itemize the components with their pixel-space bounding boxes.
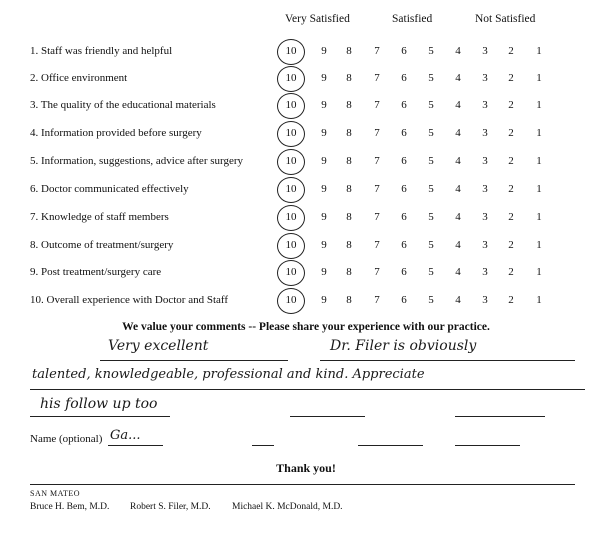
comment-line xyxy=(455,445,520,446)
scale-very-satisfied-label: Very Satisfied xyxy=(285,13,350,25)
selected-rating-circle xyxy=(277,205,305,231)
comments-heading: We value your comments -- Please share your experience with our practice. xyxy=(122,321,490,333)
rating-option[interactable]: 6 xyxy=(401,239,407,251)
handwritten-comment-line2: talented, knowledgeable, professional and kind. Appreciate xyxy=(32,367,425,382)
handwritten-comment-line1a: Very excellent xyxy=(108,338,209,354)
selected-rating-circle xyxy=(277,39,305,65)
comment-line xyxy=(30,416,170,417)
rating-option[interactable]: 5 xyxy=(428,266,434,278)
rating-option[interactable]: 3 xyxy=(482,183,488,195)
rating-option[interactable]: 9 xyxy=(321,155,327,167)
rating-option[interactable]: 6 xyxy=(401,99,407,111)
rating-option[interactable]: 2 xyxy=(508,99,514,111)
rating-option[interactable]: 2 xyxy=(508,183,514,195)
rating-option[interactable]: 6 xyxy=(401,155,407,167)
rating-option[interactable]: 2 xyxy=(508,45,514,57)
rating-option[interactable]: 4 xyxy=(455,211,461,223)
rating-option[interactable]: 6 xyxy=(401,45,407,57)
selected-rating-circle xyxy=(277,233,305,259)
rating-scale xyxy=(282,239,552,255)
rating-option[interactable]: 9 xyxy=(321,127,327,139)
comment-line xyxy=(455,416,545,417)
question-label: 3. The quality of the educational materials xyxy=(30,99,216,111)
rating-option[interactable]: 10 xyxy=(285,72,297,84)
practice-location: SAN MATEO xyxy=(30,489,81,498)
rating-option[interactable]: 10 xyxy=(285,99,297,111)
rating-option[interactable]: 8 xyxy=(346,211,352,223)
rating-option[interactable]: 2 xyxy=(508,211,514,223)
rating-option[interactable]: 10 xyxy=(285,183,297,195)
rating-option[interactable]: 6 xyxy=(401,294,407,306)
rating-option[interactable]: 8 xyxy=(346,127,352,139)
rating-option[interactable]: 6 xyxy=(401,266,407,278)
question-label: 9. Post treatment/surgery care xyxy=(30,266,162,278)
thank-you-text: Thank you! xyxy=(276,461,336,475)
rating-option[interactable]: 5 xyxy=(428,45,434,57)
rating-scale xyxy=(282,294,552,310)
rating-option[interactable]: 8 xyxy=(346,294,352,306)
rating-option[interactable]: 9 xyxy=(321,211,327,223)
question-label: 6. Doctor communicated effectively xyxy=(30,183,189,195)
rating-option[interactable]: 8 xyxy=(346,45,352,57)
rating-option[interactable]: 8 xyxy=(346,155,352,167)
rating-option[interactable]: 5 xyxy=(428,183,434,195)
rating-option[interactable]: 7 xyxy=(374,183,380,195)
handwritten-comment-line3: his follow up too xyxy=(40,396,158,412)
rating-option[interactable]: 4 xyxy=(455,183,461,195)
rating-option[interactable]: 1 xyxy=(536,155,542,167)
rating-option[interactable]: 7 xyxy=(374,211,380,223)
rating-option[interactable]: 4 xyxy=(455,266,461,278)
rating-option[interactable]: 1 xyxy=(536,266,542,278)
doctor-name-3: Michael K. McDonald, M.D. xyxy=(232,502,343,512)
rating-option[interactable]: 9 xyxy=(321,239,327,251)
rating-option[interactable]: 1 xyxy=(536,239,542,251)
comment-line xyxy=(30,389,585,390)
rating-option[interactable]: 8 xyxy=(346,72,352,84)
question-label: 2. Office environment xyxy=(30,72,128,84)
rating-option[interactable]: 1 xyxy=(536,211,542,223)
rating-option[interactable]: 9 xyxy=(321,183,327,195)
comment-line xyxy=(252,445,274,446)
question-label: 7. Knowledge of staff members xyxy=(30,211,169,223)
rating-option[interactable]: 10 xyxy=(285,239,297,251)
rating-option[interactable]: 1 xyxy=(536,127,542,139)
rating-option[interactable]: 3 xyxy=(482,239,488,251)
handwritten-comment-line1b: Dr. Filer is obviously xyxy=(330,338,477,354)
rating-option[interactable]: 2 xyxy=(508,127,514,139)
rating-option[interactable]: 8 xyxy=(346,239,352,251)
rating-option[interactable]: 10 xyxy=(285,266,297,278)
rating-option[interactable]: 7 xyxy=(374,239,380,251)
comment-line xyxy=(320,360,575,361)
scale-satisfied-label: Satisfied xyxy=(392,13,433,25)
rating-option[interactable]: 7 xyxy=(374,45,380,57)
rating-option[interactable]: 4 xyxy=(455,45,461,57)
rating-option[interactable]: 3 xyxy=(482,127,488,139)
rating-option[interactable]: 7 xyxy=(374,294,380,306)
rating-option[interactable]: 4 xyxy=(455,99,461,111)
selected-rating-circle xyxy=(277,93,305,119)
rating-option[interactable]: 9 xyxy=(321,294,327,306)
rating-option[interactable]: 8 xyxy=(346,266,352,278)
rating-option[interactable]: 4 xyxy=(455,72,461,84)
rating-option[interactable]: 7 xyxy=(374,99,380,111)
name-value: Ga... xyxy=(110,428,141,443)
rating-option[interactable]: 2 xyxy=(508,294,514,306)
rating-option[interactable]: 10 xyxy=(285,45,297,57)
rating-option[interactable]: 7 xyxy=(374,72,380,84)
rating-option[interactable]: 7 xyxy=(374,127,380,139)
rating-option[interactable]: 10 xyxy=(285,127,297,139)
rating-option[interactable]: 9 xyxy=(321,266,327,278)
rating-option[interactable]: 9 xyxy=(321,45,327,57)
rating-option[interactable]: 5 xyxy=(428,127,434,139)
rating-option[interactable]: 5 xyxy=(428,155,434,167)
rating-scale xyxy=(282,183,552,199)
rating-option[interactable]: 6 xyxy=(401,127,407,139)
name-label: Name (optional) xyxy=(30,433,103,445)
comment-line xyxy=(100,360,288,361)
rating-option[interactable]: 1 xyxy=(536,45,542,57)
question-label: 1. Staff was friendly and helpful xyxy=(30,45,173,57)
selected-rating-circle xyxy=(277,149,305,175)
rating-option[interactable]: 6 xyxy=(401,183,407,195)
question-label: 4. Information provided before surgery xyxy=(30,127,202,139)
rating-option[interactable]: 4 xyxy=(455,239,461,251)
rating-scale xyxy=(282,127,552,143)
rating-scale xyxy=(282,155,552,171)
rating-option[interactable]: 8 xyxy=(346,99,352,111)
rating-option[interactable]: 1 xyxy=(536,294,542,306)
rating-scale xyxy=(282,72,552,88)
rating-option[interactable]: 10 xyxy=(285,211,297,223)
rating-option[interactable]: 5 xyxy=(428,99,434,111)
selected-rating-circle xyxy=(277,288,305,314)
rating-option[interactable]: 10 xyxy=(285,155,297,167)
rating-scale xyxy=(282,45,552,61)
rating-option[interactable]: 2 xyxy=(508,155,514,167)
rating-option[interactable]: 1 xyxy=(536,99,542,111)
rating-option[interactable]: 9 xyxy=(321,99,327,111)
comment-line xyxy=(358,445,423,446)
rating-option[interactable]: 3 xyxy=(482,266,488,278)
doctor-name-2: Robert S. Filer, M.D. xyxy=(130,502,211,512)
rating-option[interactable]: 4 xyxy=(455,155,461,167)
question-label: 8. Outcome of treatment/surgery xyxy=(30,239,174,251)
rating-option[interactable]: 6 xyxy=(401,211,407,223)
doctor-name-1: Bruce H. Bem, M.D. xyxy=(30,502,110,512)
question-label: 5. Information, suggestions, advice after surgery xyxy=(30,155,244,167)
scale-not-satisfied-label: Not Satisfied xyxy=(475,13,536,25)
rating-option[interactable]: 2 xyxy=(508,72,514,84)
rating-option[interactable]: 9 xyxy=(321,72,327,84)
rating-option[interactable]: 5 xyxy=(428,72,434,84)
rating-option[interactable]: 1 xyxy=(536,72,542,84)
comment-line xyxy=(290,416,365,417)
selected-rating-circle xyxy=(277,177,305,203)
rating-option[interactable]: 3 xyxy=(482,45,488,57)
rating-option[interactable]: 4 xyxy=(455,127,461,139)
selected-rating-circle xyxy=(277,260,305,286)
selected-rating-circle xyxy=(277,121,305,147)
rating-scale xyxy=(282,99,552,115)
rating-option[interactable]: 3 xyxy=(482,99,488,111)
rating-option[interactable]: 10 xyxy=(285,294,297,306)
rating-option[interactable]: 7 xyxy=(374,155,380,167)
selected-rating-circle xyxy=(277,66,305,92)
rating-option[interactable]: 2 xyxy=(508,266,514,278)
rating-option[interactable]: 3 xyxy=(482,294,488,306)
rating-option[interactable]: 3 xyxy=(482,155,488,167)
rating-option[interactable]: 6 xyxy=(401,72,407,84)
rating-option[interactable]: 5 xyxy=(428,294,434,306)
rating-option[interactable]: 3 xyxy=(482,72,488,84)
question-label: 10. Overall experience with Doctor and Staff xyxy=(30,294,229,306)
footer-divider xyxy=(30,484,575,485)
rating-scale xyxy=(282,211,552,227)
rating-scale xyxy=(282,266,552,282)
rating-option[interactable]: 4 xyxy=(455,294,461,306)
rating-option[interactable]: 5 xyxy=(428,239,434,251)
rating-option[interactable]: 3 xyxy=(482,211,488,223)
rating-option[interactable]: 8 xyxy=(346,183,352,195)
rating-option[interactable]: 2 xyxy=(508,239,514,251)
rating-option[interactable]: 7 xyxy=(374,266,380,278)
rating-option[interactable]: 5 xyxy=(428,211,434,223)
rating-option[interactable]: 1 xyxy=(536,183,542,195)
name-line xyxy=(108,445,163,446)
